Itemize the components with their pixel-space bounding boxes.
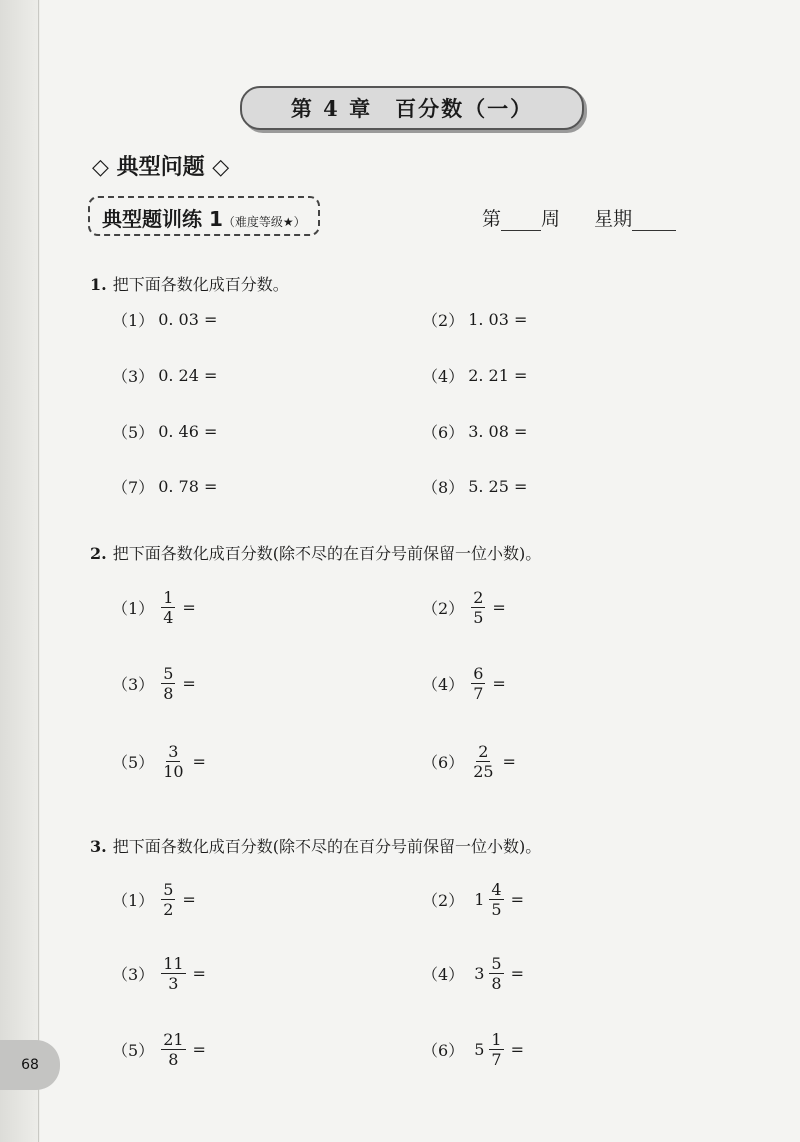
week-suffix: 周 bbox=[541, 208, 561, 230]
week-blank[interactable] bbox=[501, 212, 541, 231]
date-line bbox=[482, 204, 676, 231]
equals-sign: = bbox=[182, 598, 196, 617]
exercise-item bbox=[422, 364, 527, 387]
fraction bbox=[161, 1030, 185, 1069]
numerator: 2 bbox=[473, 588, 484, 607]
equals-sign: = bbox=[510, 1040, 524, 1059]
exercise-item bbox=[112, 588, 196, 627]
item-expression: 3. 08 = bbox=[468, 422, 528, 441]
item-expression: 0. 78 = bbox=[158, 477, 218, 496]
question-prompt: 把下面各数化成百分数。 bbox=[112, 275, 289, 294]
exercise-item bbox=[422, 308, 527, 331]
fraction bbox=[471, 742, 495, 781]
item-index: （5） bbox=[112, 753, 155, 772]
exercise-item bbox=[112, 308, 217, 331]
denominator: 7 bbox=[473, 684, 484, 703]
item-index: （2） bbox=[422, 891, 465, 910]
denominator: 8 bbox=[491, 974, 502, 993]
fraction bbox=[161, 588, 175, 627]
practice-label-box bbox=[88, 196, 320, 236]
item-index: （6） bbox=[422, 423, 465, 442]
equals-sign: = bbox=[192, 752, 206, 771]
denominator: 5 bbox=[473, 608, 484, 627]
equals-sign: = bbox=[182, 890, 196, 909]
whole-number: 1 bbox=[474, 890, 485, 909]
exercise-item bbox=[112, 1030, 206, 1069]
question-1-title bbox=[90, 272, 289, 295]
numerator: 1 bbox=[491, 1030, 502, 1049]
question-3-title bbox=[90, 834, 541, 857]
item-index: （2） bbox=[422, 311, 465, 330]
item-index: （6） bbox=[422, 753, 465, 772]
book-spine-shadow bbox=[0, 0, 40, 1142]
item-index: （7） bbox=[112, 478, 155, 497]
item-index: （4） bbox=[422, 367, 465, 386]
page-number: 68 bbox=[21, 1057, 39, 1073]
equals-sign: = bbox=[492, 674, 506, 693]
item-index: （4） bbox=[422, 675, 465, 694]
exercise-item bbox=[112, 742, 206, 781]
question-2-title bbox=[90, 541, 541, 564]
numerator: 5 bbox=[491, 954, 502, 973]
question-number: 2. bbox=[90, 544, 107, 563]
exercise-item bbox=[112, 664, 196, 703]
item-index: （8） bbox=[422, 478, 465, 497]
exercise-item bbox=[422, 742, 516, 781]
whole-number: 3 bbox=[474, 964, 485, 983]
denominator: 4 bbox=[163, 608, 174, 627]
fraction bbox=[471, 664, 485, 703]
item-index: （2） bbox=[422, 599, 465, 618]
equals-sign: = bbox=[492, 598, 506, 617]
exercise-item bbox=[422, 1030, 524, 1069]
item-expression: 2. 21 = bbox=[468, 366, 528, 385]
fraction bbox=[161, 880, 175, 919]
denominator: 3 bbox=[168, 974, 179, 993]
fraction bbox=[489, 1030, 503, 1069]
exercise-item bbox=[422, 664, 506, 703]
exercise-item bbox=[422, 475, 527, 498]
numerator: 3 bbox=[168, 742, 179, 761]
numerator: 21 bbox=[163, 1030, 184, 1049]
page-number-tab bbox=[0, 1040, 60, 1090]
item-expression: 0. 03 = bbox=[158, 310, 218, 329]
chapter-banner bbox=[240, 86, 584, 130]
equals-sign: = bbox=[182, 674, 196, 693]
equals-sign: = bbox=[510, 890, 524, 909]
exercise-item bbox=[422, 880, 524, 919]
practice-label: 典型题训练 1 bbox=[102, 207, 223, 231]
exercise-item bbox=[112, 420, 217, 443]
exercise-item bbox=[422, 954, 524, 993]
section-title: ◇ 典型问题 ◇ bbox=[92, 154, 230, 180]
exercise-item bbox=[422, 420, 527, 443]
exercise-item bbox=[112, 475, 217, 498]
equals-sign: = bbox=[192, 1040, 206, 1059]
item-expression: 5. 25 = bbox=[468, 477, 528, 496]
week-prefix: 第 bbox=[482, 208, 502, 230]
numerator: 1 bbox=[163, 588, 174, 607]
weekday-blank[interactable] bbox=[632, 212, 676, 231]
item-index: （5） bbox=[112, 1041, 155, 1060]
question-prompt: 把下面各数化成百分数(除不尽的在百分号前保留一位小数)。 bbox=[112, 544, 542, 563]
exercise-item bbox=[112, 880, 196, 919]
chapter-title: 第 4 章 百分数（一） bbox=[290, 96, 534, 121]
fraction bbox=[161, 954, 185, 993]
whole-number: 5 bbox=[474, 1040, 485, 1059]
item-expression: 0. 24 = bbox=[158, 366, 218, 385]
fraction bbox=[489, 880, 503, 919]
numerator: 2 bbox=[478, 742, 489, 761]
fraction bbox=[489, 954, 503, 993]
numerator: 5 bbox=[163, 664, 174, 683]
denominator: 2 bbox=[163, 900, 174, 919]
numerator: 11 bbox=[163, 954, 184, 973]
difficulty-label: （难度等级★） bbox=[222, 215, 306, 229]
equals-sign: = bbox=[192, 964, 206, 983]
exercise-item bbox=[112, 364, 217, 387]
equals-sign: = bbox=[510, 964, 524, 983]
denominator: 10 bbox=[163, 762, 184, 781]
question-prompt: 把下面各数化成百分数(除不尽的在百分号前保留一位小数)。 bbox=[112, 837, 542, 856]
denominator: 25 bbox=[473, 762, 494, 781]
question-number: 3. bbox=[90, 837, 107, 856]
numerator: 4 bbox=[491, 880, 502, 899]
numerator: 6 bbox=[473, 664, 484, 683]
spine-edge-line bbox=[38, 0, 39, 1142]
item-index: （1） bbox=[112, 891, 155, 910]
item-index: （3） bbox=[112, 367, 155, 386]
fraction bbox=[161, 664, 175, 703]
denominator: 8 bbox=[168, 1050, 179, 1069]
item-index: （3） bbox=[112, 675, 155, 694]
item-expression: 1. 03 = bbox=[468, 310, 528, 329]
item-index: （3） bbox=[112, 965, 155, 984]
fraction bbox=[471, 588, 485, 627]
question-number: 1. bbox=[90, 275, 107, 294]
fraction bbox=[161, 742, 185, 781]
denominator: 7 bbox=[491, 1050, 502, 1069]
item-index: （6） bbox=[422, 1041, 465, 1060]
item-index: （1） bbox=[112, 311, 155, 330]
exercise-item bbox=[112, 954, 206, 993]
weekday-label: 星期 bbox=[594, 208, 633, 230]
item-index: （5） bbox=[112, 423, 155, 442]
exercise-item bbox=[422, 588, 506, 627]
item-expression: 0. 46 = bbox=[158, 422, 218, 441]
item-index: （4） bbox=[422, 965, 465, 984]
numerator: 5 bbox=[163, 880, 174, 899]
equals-sign: = bbox=[502, 752, 516, 771]
denominator: 8 bbox=[163, 684, 174, 703]
denominator: 5 bbox=[491, 900, 502, 919]
item-index: （1） bbox=[112, 599, 155, 618]
